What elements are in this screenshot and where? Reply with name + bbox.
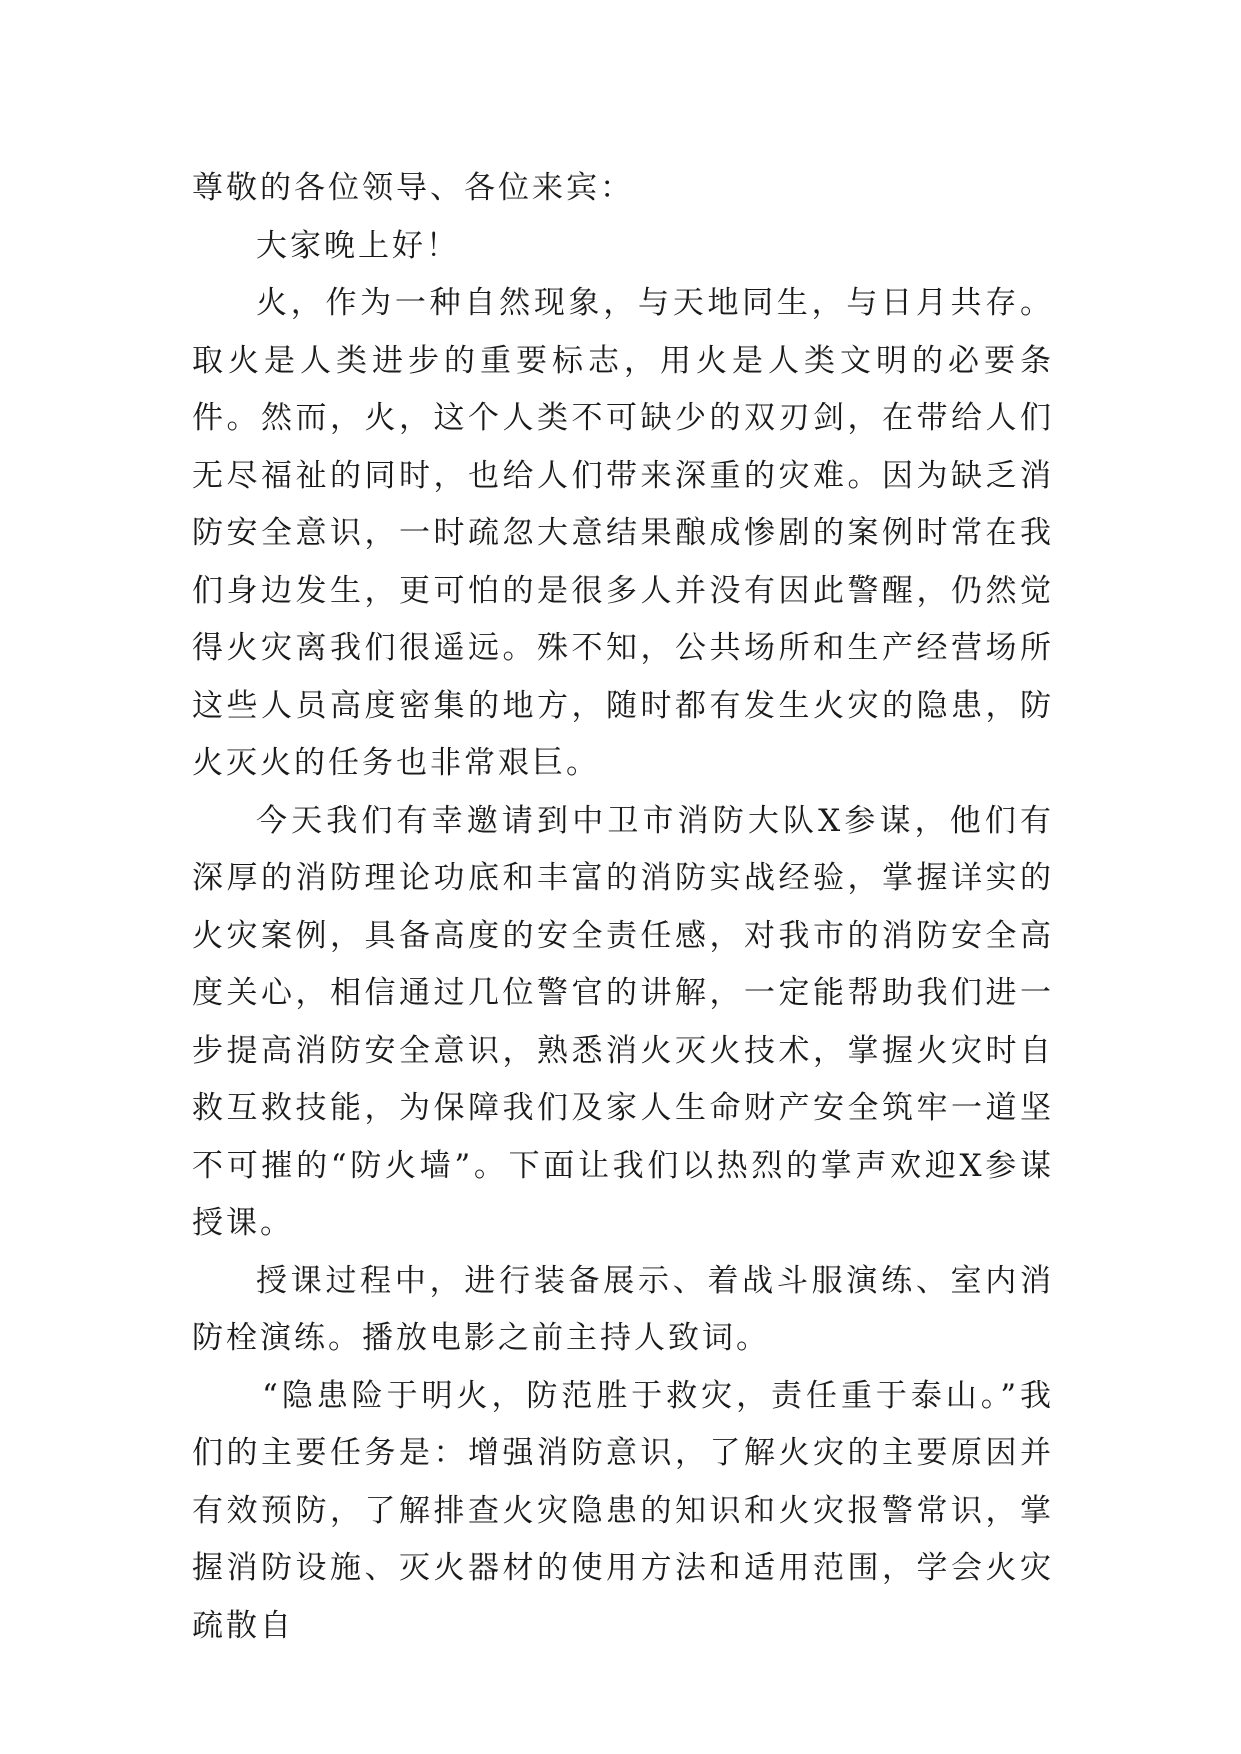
document-body bbox=[192, 160, 1054, 1655]
greeting: 大家晚上好！ bbox=[256, 227, 460, 264]
paragraph-speaker-intro: 今天我们有幸邀请到中卫市消防大队X参谋，他们有深厚的消防理论功底和丰富的消防实战经验，掌握详实的火灾案例，具备高度的安全责任感，对我市的消防安全高度关心，相信通过几位警官的讲解，一定能帮助我们进一步提高消防安全意识，熟悉消火灭火技术，掌握火灾时自救互救技能，为保障我们及家人生命财产安全筑牢一道坚不可摧的“防火墙”。下面让我们以热烈的掌声欢迎X参谋授课。 bbox=[192, 802, 1054, 1241]
paragraph-fire-intro: 火，作为一种自然现象，与天地同生，与日月共存。取火是人类进步的重要标志，用火是人类文明的必要条件。然而，火，这个人类不可缺少的双刃剑，在带给人们无尽福祉的同时，也给人们带来深重的灾难。因为缺乏消防安全意识，一时疏忽大意结果酿成惨剧的案例时常在我们身边发生，更可怕的是很多人并没有因此警醒，仍然觉得火灾离我们很遥远。殊不知，公共场所和生产经营场所这些人员高度密集的地方，随时都有发生火灾的隐患，防火灭火的任务也非常艰巨。 bbox=[192, 285, 1054, 781]
salutation: 尊敬的各位领导、各位来宾： bbox=[192, 170, 634, 206]
paragraph-training-process: 授课过程中，进行装备展示、着战斗服演练、室内消防栓演练。播放电影之前主持人致词。 bbox=[192, 1262, 1054, 1356]
paragraph-main-tasks: “隐患险于明火，防范胜于救灾，责任重于泰山。”我们的主要任务是：增强消防意识，了解火灾的主要原因并有效预防，了解排查火灾隐患的知识和火灾报警常识，掌握消防设施、灭火器材的使用方法和适用范围，学会火灾疏散自 bbox=[192, 1377, 1054, 1644]
